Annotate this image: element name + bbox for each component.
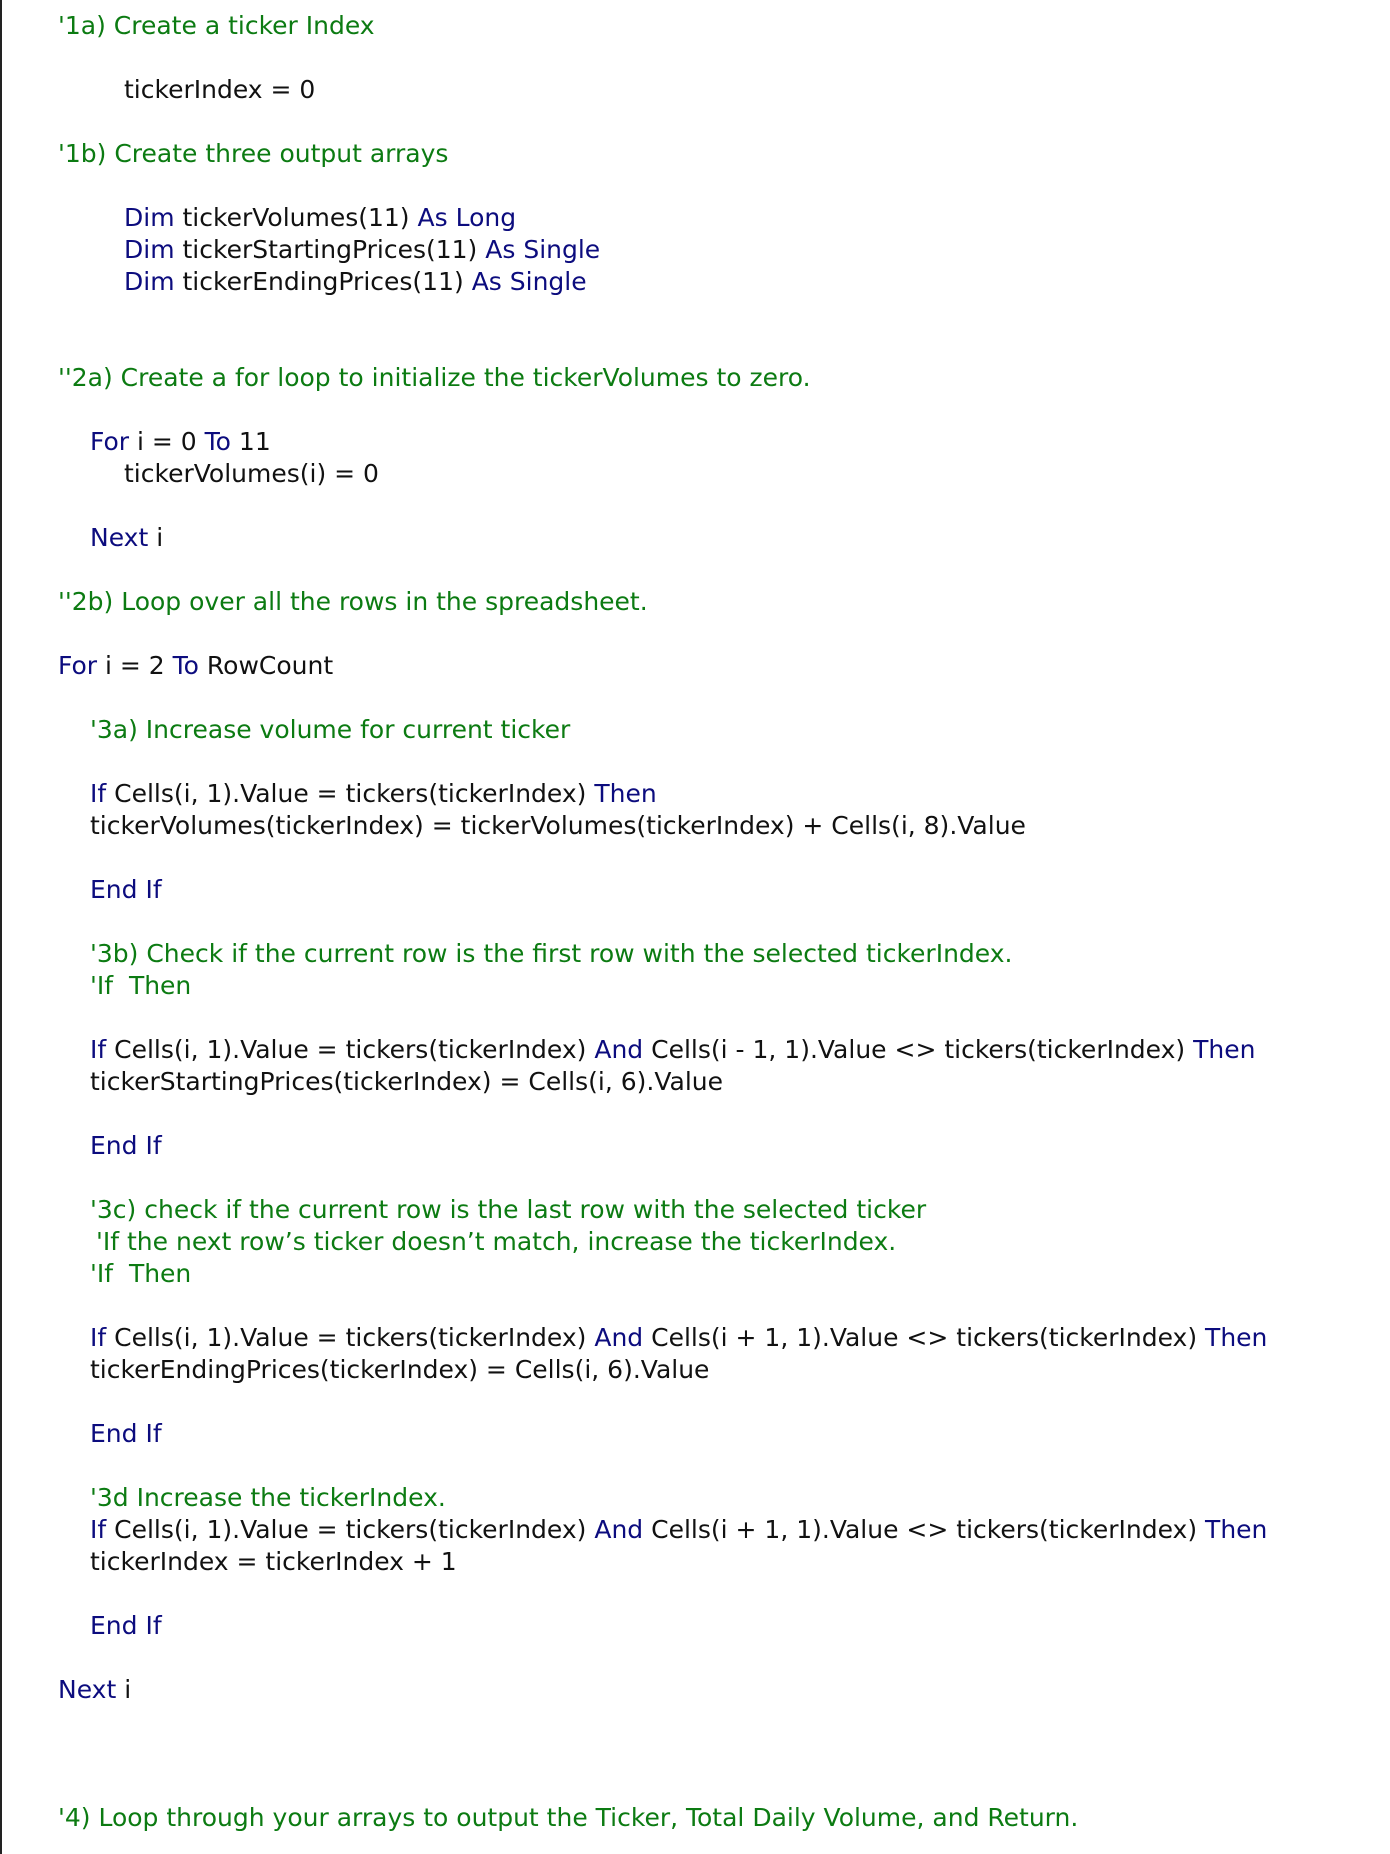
code-comment: ''2a) Create a for loop to initialize the tickerVolumes to zero.	[58, 363, 811, 392]
code-text: i = 0	[137, 427, 205, 456]
code-line[interactable]	[90, 778, 657, 810]
code-keyword: Dim	[124, 267, 183, 296]
code-keyword: And	[594, 1515, 652, 1544]
code-comment: '1b) Create three output arrays	[58, 139, 449, 168]
code-keyword: And	[594, 1035, 652, 1064]
code-text: i	[156, 523, 164, 552]
code-line[interactable]	[90, 1418, 162, 1450]
code-keyword: As Long	[417, 203, 517, 232]
code-text: tickerIndex = tickerIndex + 1	[90, 1547, 457, 1576]
code-line[interactable]	[90, 1610, 162, 1642]
code-keyword: Next	[58, 1675, 125, 1704]
code-keyword: Then	[1205, 1515, 1268, 1544]
code-keyword: Then	[1205, 1323, 1268, 1352]
code-keyword: End If	[90, 1131, 162, 1160]
code-text: Cells(i - 1, 1).Value <> tickers(tickerIndex)	[651, 1035, 1194, 1064]
code-comment: '3a) Increase volume for current ticker	[90, 715, 571, 744]
code-line[interactable]	[90, 1514, 1267, 1546]
code-keyword: As Single	[471, 267, 587, 296]
code-keyword: Then	[1193, 1035, 1256, 1064]
code-line[interactable]	[90, 1354, 709, 1386]
code-keyword: Dim	[124, 235, 183, 264]
code-comment: '1a) Create a ticker Index	[58, 11, 375, 40]
code-line[interactable]	[58, 586, 648, 618]
code-line[interactable]	[90, 1482, 446, 1514]
code-text: i	[124, 1675, 132, 1704]
code-keyword: If	[90, 1323, 115, 1352]
code-text: Cells(i, 1).Value = tickers(tickerIndex)	[114, 1515, 595, 1544]
code-line[interactable]	[90, 714, 570, 746]
code-keyword: As Single	[485, 235, 601, 264]
code-comment: 'If Then	[90, 971, 192, 1000]
code-keyword: If	[90, 1515, 115, 1544]
code-line[interactable]	[90, 522, 163, 554]
code-keyword: Next	[90, 523, 157, 552]
code-keyword: To	[204, 427, 239, 456]
code-text: Cells(i + 1, 1).Value <> tickers(tickerIndex)	[651, 1323, 1206, 1352]
code-comment: '3d Increase the tickerIndex.	[90, 1483, 446, 1512]
code-line[interactable]	[124, 234, 600, 266]
code-line[interactable]	[90, 1066, 723, 1098]
code-line[interactable]	[58, 10, 375, 42]
code-text: tickerEndingPrices(tickerIndex) = Cells(i, 6).Value	[90, 1355, 710, 1384]
code-comment: '4) Loop through your arrays to output the Ticker, Total Daily Volume, and Return.	[58, 1803, 1079, 1832]
code-text: tickerVolumes(i) = 0	[124, 459, 379, 488]
code-line[interactable]	[124, 202, 516, 234]
code-keyword: End If	[90, 1419, 162, 1448]
code-text: tickerStartingPrices(11)	[182, 235, 486, 264]
code-keyword: For	[90, 427, 138, 456]
code-keyword: For	[58, 651, 106, 680]
code-line[interactable]	[124, 266, 587, 298]
code-text: tickerIndex = 0	[124, 75, 316, 104]
code-line[interactable]	[90, 1034, 1255, 1066]
code-line[interactable]	[90, 810, 1026, 842]
code-line[interactable]	[90, 426, 271, 458]
code-line[interactable]	[58, 362, 811, 394]
code-line[interactable]	[124, 74, 315, 106]
code-keyword: End If	[90, 875, 162, 904]
code-comment: '3b) Check if the current row is the first row with the selected tickerIndex.	[90, 939, 1013, 968]
code-line[interactable]	[90, 938, 1012, 970]
code-text: Cells(i, 1).Value = tickers(tickerIndex)	[114, 1035, 595, 1064]
code-keyword: End If	[90, 1611, 162, 1640]
code-text: RowCount	[206, 651, 334, 680]
code-text: tickerVolumes(11)	[182, 203, 418, 232]
code-line[interactable]	[90, 874, 162, 906]
code-keyword: Then	[594, 779, 657, 808]
code-line[interactable]	[96, 1226, 896, 1258]
code-line[interactable]	[90, 1258, 191, 1290]
code-line[interactable]	[58, 1674, 131, 1706]
code-lines	[2, 0, 1390, 1854]
code-text: tickerVolumes(tickerIndex) = tickerVolumes(tickerIndex) + Cells(i, 8).Value	[90, 811, 1026, 840]
code-keyword: Dim	[124, 203, 183, 232]
code-comment: ''2b) Loop over all the rows in the spreadsheet.	[58, 587, 648, 616]
code-line[interactable]	[58, 138, 448, 170]
code-keyword: If	[90, 1035, 115, 1064]
code-comment: '3c) check if the current row is the last row with the selected ticker	[90, 1195, 927, 1224]
code-line[interactable]	[90, 1130, 162, 1162]
code-text: Cells(i, 1).Value = tickers(tickerIndex)	[114, 1323, 595, 1352]
code-line[interactable]	[90, 970, 191, 1002]
code-line[interactable]	[58, 650, 333, 682]
code-line[interactable]	[90, 1194, 926, 1226]
code-line[interactable]	[124, 458, 379, 490]
code-comment: 'If Then	[90, 1259, 192, 1288]
code-text: Cells(i + 1, 1).Value <> tickers(tickerIndex)	[651, 1515, 1206, 1544]
code-keyword: To	[172, 651, 207, 680]
code-line[interactable]	[90, 1322, 1267, 1354]
code-line[interactable]	[58, 1802, 1078, 1834]
code-keyword: If	[90, 779, 115, 808]
code-text: 11	[238, 427, 271, 456]
code-text: i = 2	[105, 651, 173, 680]
code-text: tickerStartingPrices(tickerIndex) = Cells(i, 6).Value	[90, 1067, 723, 1096]
code-text: Cells(i, 1).Value = tickers(tickerIndex)	[114, 779, 595, 808]
code-text: tickerEndingPrices(11)	[182, 267, 472, 296]
code-comment: 'If the next row’s ticker doesn’t match, increase the tickerIndex.	[96, 1227, 897, 1256]
code-keyword: And	[594, 1323, 652, 1352]
code-line[interactable]	[90, 1546, 457, 1578]
